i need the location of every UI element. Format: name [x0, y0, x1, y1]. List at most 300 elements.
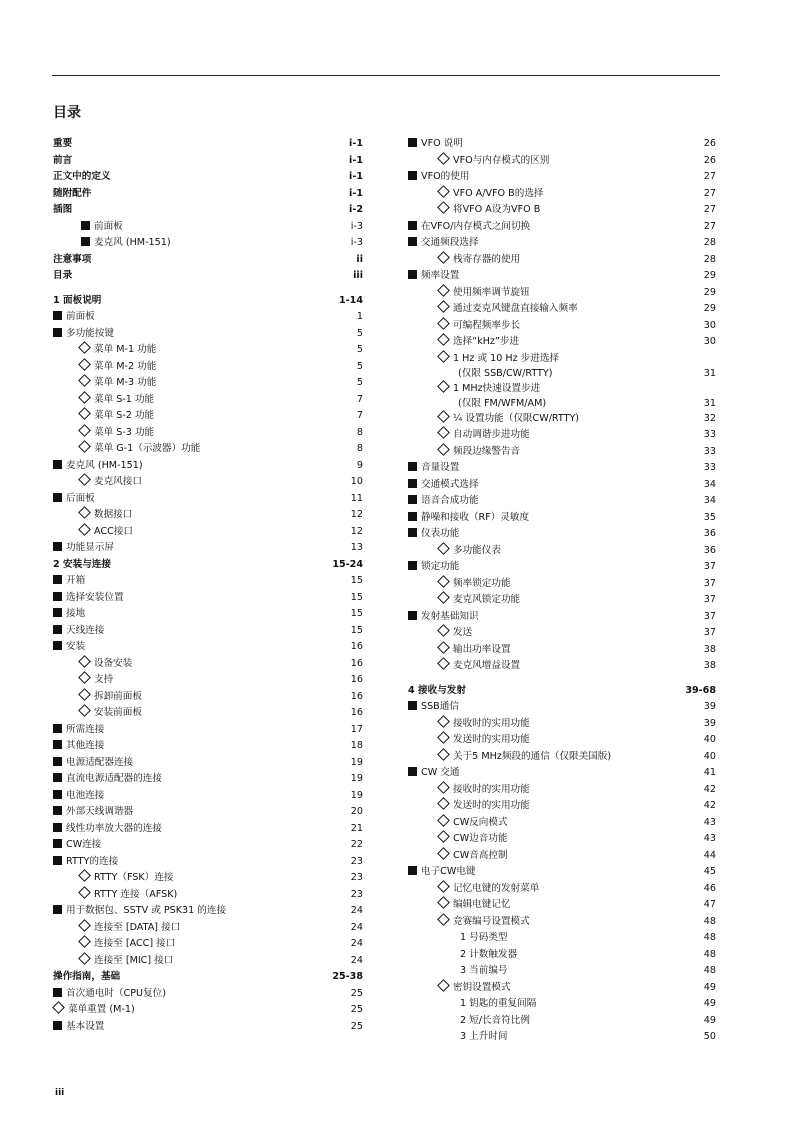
toc-entry-page: 37 — [703, 627, 716, 638]
toc-entry[interactable] — [408, 848, 716, 865]
toc-entry[interactable] — [408, 996, 716, 1013]
toc-entry[interactable] — [408, 699, 716, 716]
square-bullet-icon — [53, 773, 62, 782]
toc-entry-text: 前言 — [53, 154, 73, 166]
toc-entry[interactable] — [53, 821, 363, 838]
toc-entry[interactable] — [408, 749, 716, 766]
toc-entry-text: 频率锁定功能 — [453, 577, 511, 589]
toc-entry-page: 10 — [350, 476, 363, 487]
toc-entry-label — [53, 540, 114, 557]
toc-entry-text: 前面板 — [94, 220, 123, 232]
toc-entry[interactable] — [53, 920, 363, 937]
toc-entry-page: 23 — [350, 872, 363, 883]
toc-entry[interactable] — [408, 202, 716, 219]
toc-entry-page: 5 — [356, 327, 363, 339]
toc-entry[interactable] — [408, 716, 716, 733]
square-bullet-icon — [53, 839, 62, 848]
toc-entry-page: 16 — [350, 657, 363, 669]
toc-entry[interactable] — [408, 765, 716, 782]
toc-entry-page: 48 — [703, 948, 716, 960]
toc-entry-text: VFO A/VFO B的选择 — [453, 187, 544, 199]
toc-entry-label — [408, 169, 469, 186]
toc-entry-label — [408, 683, 466, 700]
toc-entry[interactable] — [408, 169, 716, 186]
toc-entry-text: 用于数据包、SSTV 或 PSK31 的连接 — [66, 905, 227, 916]
toc-entry-label — [79, 507, 132, 524]
diamond-bullet-icon — [437, 201, 450, 214]
toc-entry[interactable] — [53, 309, 363, 326]
toc-entry[interactable] — [408, 980, 716, 997]
diamond-bullet-icon — [437, 333, 450, 346]
toc-entry-label — [79, 524, 133, 541]
toc-entry-label — [53, 903, 226, 920]
toc-entry-page: 42 — [703, 783, 716, 795]
toc-entry[interactable] — [408, 301, 716, 318]
toc-entry-text: 关于5 MHz频段的通信（仅限美国版) — [453, 750, 612, 762]
toc-entry[interactable] — [53, 903, 363, 920]
toc-entry[interactable] — [408, 411, 716, 428]
toc-entry[interactable] — [408, 543, 716, 560]
toc-entry[interactable] — [408, 683, 716, 700]
toc-entry-label — [438, 848, 508, 865]
toc-entry-text: RTTY 连接（AFSK) — [94, 888, 178, 900]
toc-entry[interactable] — [53, 639, 363, 656]
toc-entry[interactable] — [408, 592, 716, 609]
toc-entry[interactable] — [53, 425, 363, 442]
toc-entry[interactable] — [53, 202, 363, 219]
toc-entry-text: SSB通信 — [421, 701, 459, 712]
toc-entry-page: 15 — [350, 591, 363, 603]
toc-entry[interactable] — [53, 359, 363, 376]
toc-entry[interactable] — [408, 815, 716, 832]
toc-entry[interactable] — [53, 326, 363, 343]
toc-entry-page: 15 — [350, 575, 363, 586]
toc-entry-label — [79, 441, 200, 458]
toc-entry-label — [53, 458, 143, 475]
toc-entry[interactable] — [408, 782, 716, 799]
square-bullet-icon — [53, 757, 62, 766]
toc-entry-label — [53, 606, 85, 623]
toc-entry-page: 23 — [350, 888, 363, 900]
toc-entry-page: 20 — [350, 806, 363, 817]
toc-entry-page: 12 — [350, 525, 363, 537]
toc-entry[interactable] — [53, 887, 363, 904]
toc-entry-label — [460, 1013, 530, 1030]
toc-entry-label — [438, 444, 520, 461]
toc-entry-text: 菜单重置 (M-1) — [68, 1004, 135, 1015]
toc-entry[interactable] — [53, 573, 363, 590]
toc-entry[interactable] — [53, 623, 363, 640]
toc-entry[interactable] — [408, 625, 716, 642]
toc-entry[interactable] — [408, 881, 716, 898]
toc-entry-text: 编辑电键记忆 — [453, 899, 511, 910]
toc-entry-text: 发送时的实用功能 — [453, 734, 530, 745]
toc-entry-page: 24 — [350, 938, 363, 949]
toc-entry-label — [438, 716, 530, 733]
toc-entry-page: 27 — [703, 171, 716, 182]
toc-entry[interactable] — [53, 169, 363, 186]
toc-entry-label — [53, 136, 72, 153]
toc-entry-text: 注意事项 — [53, 253, 92, 265]
square-bullet-icon — [408, 237, 417, 246]
toc-entry-page: 33 — [703, 429, 716, 440]
toc-entry[interactable] — [408, 252, 716, 269]
toc-entry-text: 1 MHz快速设置步进 — [453, 382, 541, 394]
toc-entry[interactable] — [53, 235, 363, 252]
square-bullet-icon — [53, 1021, 62, 1030]
toc-entry-page: 42 — [703, 800, 716, 811]
toc-entry[interactable] — [408, 153, 716, 170]
toc-entry[interactable] — [53, 936, 363, 953]
toc-entry[interactable] — [408, 897, 716, 914]
toc-spacer — [53, 285, 363, 293]
toc-entry-text: 仪表功能 — [421, 528, 460, 539]
toc-entry-page: 41 — [703, 767, 716, 778]
toc-entry-text: 菜单 M-1 功能 — [94, 344, 157, 355]
diamond-bullet-icon — [437, 575, 450, 588]
toc-entry-page: 35 — [703, 511, 716, 523]
toc-entry-text: 2 计数触发器 — [460, 948, 518, 960]
diamond-bullet-icon — [437, 715, 450, 728]
toc-entry-page: 1 — [356, 311, 363, 322]
diamond-bullet-icon — [78, 886, 91, 899]
toc-entry[interactable] — [53, 738, 363, 755]
toc-entry[interactable] — [408, 444, 716, 461]
toc-entry[interactable] — [53, 606, 363, 623]
toc-entry[interactable] — [53, 755, 363, 772]
toc-entry-text: 电池连接 — [66, 789, 105, 801]
toc-entry-label — [408, 510, 529, 527]
toc-column-right — [408, 136, 716, 1046]
toc-entry[interactable] — [408, 381, 716, 398]
diamond-bullet-icon — [78, 440, 91, 453]
toc-entry-text: 所需连接 — [66, 723, 105, 735]
toc-entry-page: 32 — [703, 412, 716, 424]
toc-spacer — [408, 675, 716, 683]
toc-entry-label — [408, 477, 479, 494]
toc-entry-page: 39-68 — [685, 684, 716, 696]
toc-entry-text: 发送时的实用功能 — [453, 800, 530, 811]
diamond-bullet-icon — [78, 391, 91, 404]
toc-entry-label — [438, 749, 611, 766]
toc-entry[interactable] — [53, 1002, 363, 1019]
toc-entry[interactable] — [53, 392, 363, 409]
toc-entry[interactable] — [53, 870, 363, 887]
toc-entry[interactable] — [408, 493, 716, 510]
toc-entry-label — [438, 897, 511, 914]
toc-entry-text: 菜单 M-2 功能 — [94, 360, 157, 372]
toc-entry-page: 19 — [350, 789, 363, 801]
toc-entry-text: 电子CW电键 — [421, 866, 476, 877]
toc-entry-text: 数据接口 — [94, 509, 133, 520]
square-bullet-icon — [53, 856, 62, 865]
toc-entry[interactable] — [408, 526, 716, 543]
toc-entry-text: 发射基础知识 — [421, 610, 479, 622]
toc-entry[interactable] — [408, 798, 716, 815]
toc-entry[interactable] — [408, 285, 716, 302]
toc-entry-text: 接收时的实用功能 — [453, 783, 530, 795]
square-bullet-icon — [81, 237, 90, 246]
toc-entry-label — [438, 815, 508, 832]
toc-entry[interactable] — [53, 186, 363, 203]
toc-entry-text: 重要 — [53, 138, 73, 149]
toc-entry[interactable] — [53, 342, 363, 359]
toc-entry-page: ii — [356, 253, 363, 265]
toc-entry[interactable] — [408, 914, 716, 931]
toc-entry-page: 21 — [350, 822, 363, 834]
toc-entry[interactable] — [408, 477, 716, 494]
toc-entry[interactable] — [408, 186, 716, 203]
toc-entry[interactable] — [53, 408, 363, 425]
toc-entry-label — [79, 392, 154, 409]
toc-entry-text: 麦克风 (HM-151) — [66, 459, 143, 471]
toc-entry-page: 12 — [350, 509, 363, 520]
toc-entry[interactable] — [408, 268, 716, 285]
toc-entry-text: VFO与内存模式的区别 — [453, 154, 550, 166]
square-bullet-icon — [408, 512, 417, 521]
toc-entry-page: iii — [353, 270, 363, 281]
diamond-bullet-icon — [437, 830, 450, 843]
toc-entry-label — [438, 351, 559, 368]
toc-entry-text: 麦克风增益设置 — [453, 660, 521, 671]
toc-entry[interactable] — [53, 969, 363, 986]
toc-entry-page: 5 — [356, 377, 363, 388]
toc-entry-label — [79, 953, 173, 970]
toc-entry-label — [53, 738, 104, 755]
toc-entry[interactable] — [53, 1019, 363, 1036]
toc-entry[interactable] — [408, 642, 716, 659]
toc-entry-label — [53, 821, 162, 838]
toc-entry[interactable] — [53, 153, 363, 170]
diamond-bullet-icon — [52, 1001, 65, 1014]
toc-entry[interactable] — [53, 804, 363, 821]
toc-entry-text: 密钥设置模式 — [453, 981, 511, 993]
footer-page-number: iii — [55, 1088, 65, 1098]
diamond-bullet-icon — [78, 374, 91, 387]
diamond-bullet-icon — [437, 797, 450, 810]
toc-entry-label — [438, 625, 472, 642]
toc-entry-text: 3 上升时间 — [460, 1031, 508, 1042]
toc-entry-page: 30 — [703, 319, 716, 331]
toc-entry[interactable] — [408, 367, 716, 381]
toc-entry-page: 7 — [356, 393, 363, 405]
toc-entry[interactable] — [408, 136, 716, 153]
toc-entry-label — [53, 557, 111, 574]
toc-entry[interactable] — [53, 705, 363, 722]
toc-entry-text: 交通频段选择 — [421, 237, 479, 248]
toc-entry-text: 麦克风 (HM-151) — [94, 237, 171, 248]
toc-entry[interactable] — [53, 441, 363, 458]
toc-entry[interactable] — [408, 1013, 716, 1030]
toc-entry-label — [53, 293, 101, 310]
toc-entry[interactable] — [53, 474, 363, 491]
toc-entry-page: 25 — [350, 987, 363, 999]
diamond-bullet-icon — [78, 506, 91, 519]
toc-entry[interactable] — [408, 334, 716, 351]
toc-entry[interactable] — [408, 427, 716, 444]
square-bullet-icon — [408, 462, 417, 471]
toc-entry[interactable] — [53, 656, 363, 673]
toc-entry-text: 前面板 — [66, 311, 95, 322]
square-bullet-icon — [408, 171, 417, 180]
toc-entry-page: 49 — [703, 981, 716, 993]
toc-entry[interactable] — [408, 658, 716, 675]
toc-entry-label — [438, 980, 511, 997]
toc-entry-label — [460, 1029, 508, 1046]
toc-entry[interactable] — [53, 590, 363, 607]
toc-entry[interactable] — [53, 540, 363, 557]
toc-entry-label — [53, 309, 95, 326]
toc-entry-text: 菜单 S-2 功能 — [94, 410, 155, 421]
toc-entry[interactable] — [408, 235, 716, 252]
toc-entry[interactable] — [53, 771, 363, 788]
toc-entry[interactable] — [53, 788, 363, 805]
toc-entry-page: 28 — [703, 237, 716, 248]
toc-entry[interactable] — [53, 293, 363, 310]
toc-entry[interactable] — [53, 136, 363, 153]
toc-entry-label — [408, 235, 479, 252]
toc-entry[interactable] — [53, 689, 363, 706]
diamond-bullet-icon — [437, 979, 450, 992]
toc-entry-page: 9 — [356, 459, 363, 471]
toc-entry-label — [438, 782, 530, 799]
toc-entry-text: 支持 — [94, 674, 114, 685]
diamond-bullet-icon — [78, 704, 91, 717]
toc-entry-label — [438, 202, 540, 219]
toc-entry-text: ACC接口 — [94, 525, 133, 537]
toc-entry[interactable] — [408, 609, 716, 626]
toc-entry[interactable] — [408, 864, 716, 881]
toc-entry[interactable] — [53, 507, 363, 524]
toc-entry-label — [408, 609, 479, 626]
toc-entry-label — [79, 689, 142, 706]
diamond-bullet-icon — [437, 591, 450, 604]
toc-entry[interactable] — [408, 318, 716, 335]
toc-entry-label — [460, 930, 508, 947]
toc-entry-text: ¼ 设置功能（仅限CW/RTTY) — [453, 412, 580, 424]
toc-entry[interactable] — [408, 831, 716, 848]
square-bullet-icon — [53, 608, 62, 617]
toc-entry-text: 天线连接 — [66, 624, 105, 636]
toc-entry-label — [79, 887, 177, 904]
toc-entry[interactable] — [53, 953, 363, 970]
toc-entry-text: 连接至 [DATA] 接口 — [94, 921, 181, 933]
toc-entry-text: 语音合成功能 — [421, 495, 479, 506]
toc-entry-page: 27 — [703, 220, 716, 232]
toc-entry[interactable] — [53, 672, 363, 689]
toc-entry-page: 47 — [703, 899, 716, 910]
toc-entry[interactable] — [408, 219, 716, 236]
diamond-bullet-icon — [78, 919, 91, 932]
diamond-bullet-icon — [78, 473, 91, 486]
toc-entry-label — [438, 318, 520, 335]
toc-entry-page: 15-24 — [332, 558, 363, 570]
square-bullet-icon — [408, 479, 417, 488]
square-bullet-icon — [53, 625, 62, 634]
toc-entry-page: 15 — [350, 608, 363, 619]
toc-entry-label — [408, 460, 459, 477]
toc-entry-page: 43 — [703, 816, 716, 828]
toc-entry[interactable] — [53, 491, 363, 508]
toc-entry[interactable] — [53, 837, 363, 854]
toc-entry-page: 49 — [703, 1014, 716, 1026]
toc-entry-page: 44 — [703, 849, 716, 861]
toc-entry-label — [79, 408, 154, 425]
toc-entry-text: 锁定功能 — [421, 561, 460, 572]
toc-entry-page: 39 — [703, 701, 716, 712]
toc-entry[interactable] — [408, 1029, 716, 1046]
toc-entry[interactable] — [53, 219, 363, 236]
toc-entry-text: 1 号码类型 — [460, 932, 508, 943]
toc-entry-page: 11 — [350, 492, 363, 504]
toc-entry-page: 29 — [703, 270, 716, 281]
toc-entry-page: i-1 — [349, 187, 363, 199]
toc-entry-page: 17 — [350, 723, 363, 735]
toc-entry[interactable] — [408, 963, 716, 980]
toc-entry-label — [53, 639, 85, 656]
toc-entry-label — [79, 705, 142, 722]
toc-entry-text: VFO的使用 — [421, 171, 470, 182]
square-bullet-icon — [53, 988, 62, 997]
toc-entry-text: 通过麦克风键盘直接输入频率 — [453, 303, 578, 314]
toc-entry[interactable] — [53, 375, 363, 392]
square-bullet-icon — [53, 542, 62, 551]
toc-entry[interactable] — [408, 397, 716, 411]
diamond-bullet-icon — [437, 443, 450, 456]
toc-entry[interactable] — [53, 854, 363, 871]
toc-entry[interactable] — [408, 576, 716, 593]
toc-entry-text: 交通模式选择 — [421, 478, 479, 490]
toc-entry[interactable] — [408, 510, 716, 527]
toc-entry-page: 31 — [703, 398, 716, 409]
toc-entry[interactable] — [408, 351, 716, 368]
toc-entry[interactable] — [408, 732, 716, 749]
toc-entry[interactable] — [53, 268, 363, 285]
toc-entry-page: 19 — [350, 773, 363, 784]
toc-entry-label — [53, 623, 104, 640]
toc-entry-text: 目录 — [53, 270, 73, 281]
diamond-bullet-icon — [78, 358, 91, 371]
toc-entry-text: 操作指南，基础 — [53, 971, 121, 982]
toc-entry-page: 27 — [703, 204, 716, 215]
toc-entry-text: 菜单 S-1 功能 — [94, 393, 155, 405]
diamond-bullet-icon — [78, 424, 91, 437]
diamond-bullet-icon — [437, 380, 450, 393]
toc-entry-page: 31 — [703, 368, 716, 379]
diamond-bullet-icon — [437, 542, 450, 555]
toc-entry-label — [53, 788, 104, 805]
toc-entry-text: 后面板 — [66, 492, 95, 504]
toc-entry[interactable] — [53, 524, 363, 541]
toc-entry-page: 38 — [703, 660, 716, 671]
diamond-bullet-icon — [437, 641, 450, 654]
toc-entry[interactable] — [408, 559, 716, 576]
toc-entry[interactable] — [53, 557, 363, 574]
toc-entry[interactable] — [53, 252, 363, 269]
toc-entry[interactable] — [53, 986, 363, 1003]
toc-entry-label — [438, 576, 511, 593]
toc-entry-text: 可编程频率步长 — [453, 319, 521, 331]
diamond-bullet-icon — [78, 688, 91, 701]
toc-entry[interactable] — [408, 947, 716, 964]
toc-entry-label — [408, 559, 459, 576]
toc-entry[interactable] — [408, 460, 716, 477]
toc-entry-label — [438, 186, 544, 203]
toc-entry-text: 记忆电键的发射菜单 — [453, 882, 540, 894]
toc-entry[interactable] — [53, 458, 363, 475]
toc-entry[interactable] — [53, 722, 363, 739]
toc-entry[interactable] — [408, 930, 716, 947]
